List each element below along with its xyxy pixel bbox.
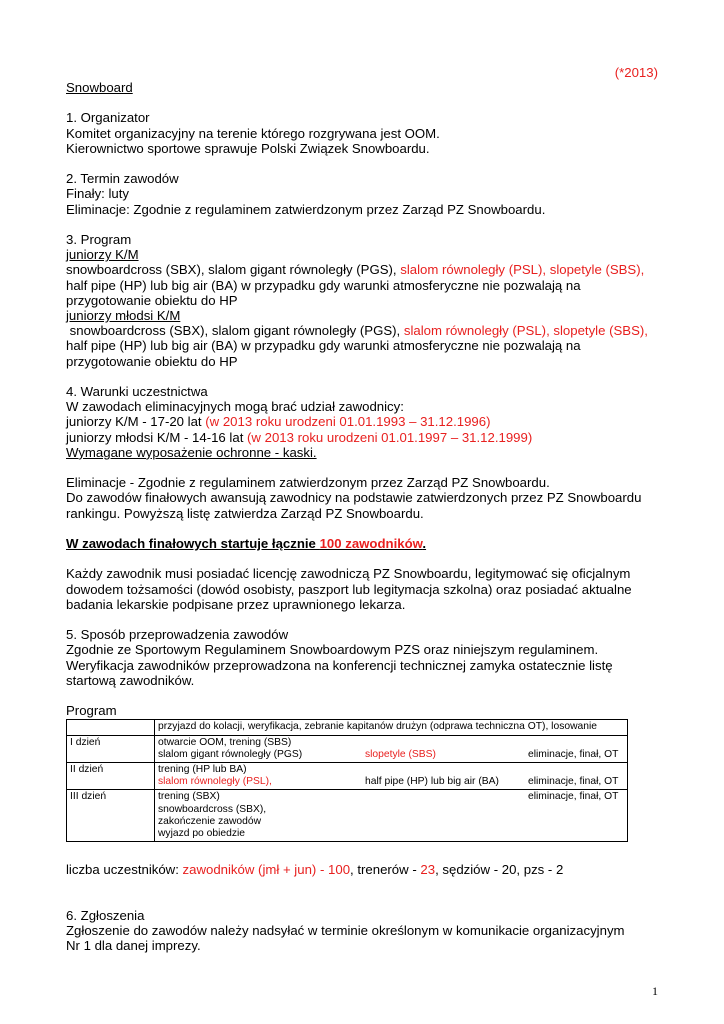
activity-red-text: slopetyle (SBS) (365, 748, 436, 760)
section-5-line: Weryfikacja zawodników przeprowadzona na konferencji technicznej zamyka ostatecznie listę (66, 657, 613, 673)
events-line: przygotowanie obiektu do HP (66, 353, 238, 369)
activity-line: zakończenie zawodów (158, 815, 262, 827)
events-red-text: slalom równoległy (PSL), slopetyle (SBS), (400, 262, 645, 278)
section-5-heading: 5. Sposób przeprowadzenia zawodów (66, 627, 289, 643)
day-activities (155, 763, 628, 790)
section-1-heading: 1. Organizator (66, 110, 150, 126)
category-juniors: juniorzy K/M (66, 247, 139, 263)
category-juniors-events (66, 262, 666, 277)
section-6-line: Zgłoszenie do zawodów należy nadsyłać w terminie określonym w komunikacie organizacyjnym (66, 923, 625, 938)
activity-text: slalom gigant równoległy (PGS) (158, 748, 303, 760)
document-body (66, 80, 666, 953)
participants-line (66, 862, 666, 877)
activity-text: trening (SBX) (158, 791, 220, 803)
activity-line: otwarcie OOM, trening (SBS) (158, 736, 292, 748)
events-text: snowboardcross (SBX), slalom gigant równoległy (PGS), (66, 323, 404, 339)
license-line: Każdy zawodnik musi posiadać licencję zawodniczą PZ Snowboardu, legitymować się oficjalnym (66, 566, 631, 582)
day-label: III dzień (67, 790, 155, 842)
participants-red: 23 (420, 862, 436, 878)
participants-text: , trenerów - (350, 862, 421, 878)
section-2-heading: 2. Termin zawodów (66, 171, 179, 187)
day-activities (155, 790, 628, 842)
events-text: snowboardcross (SBX), slalom gigant równoległy (PGS), (66, 262, 401, 278)
category-young-juniors: juniorzy młodsi K/M (66, 308, 181, 323)
events-line: przygotowanie obiektu do HP (66, 292, 238, 308)
table-row (67, 720, 628, 735)
age-juniors (66, 414, 666, 429)
activity-spacer (365, 791, 528, 803)
day-label: II dzień (67, 763, 155, 790)
finals-count-text: W zawodach finałowych startuje łącznie (66, 536, 320, 551)
activity-line: wyjazd po obiedzie (158, 828, 246, 840)
day-cell (67, 720, 155, 735)
activity-line: trening (HP lub BA) (158, 764, 247, 775)
events-line: half pipe (HP) lub big air (BA) w przypadku gdy warunki atmosferyczne nie pozwalają na (66, 277, 581, 293)
equipment-note: Wymagane wyposażenie ochronne - kaski. (66, 444, 317, 460)
activity-result: eliminacje, finał, OT (528, 791, 619, 803)
section-4-heading: 4. Warunki uczestnictwa (66, 384, 208, 399)
year-tag: (*2013) (614, 65, 658, 80)
age-text: juniorzy młodsi K/M - 14-16 lat (66, 429, 248, 445)
section-3-heading: 3. Program (66, 231, 132, 247)
activity-line: snowboardcross (SBX), (158, 803, 267, 815)
activity-red-text: slalom równoległy (PSL), (158, 776, 272, 788)
section-6-line: Nr 1 dla danej imprezy. (66, 938, 201, 954)
finals-count-red: 100 zawodników (319, 536, 423, 551)
participants-text: liczba uczestników: (66, 862, 183, 878)
program-label: Program (66, 703, 117, 719)
finals-count-dot: . (422, 536, 427, 551)
section-2-line: Finały: luty (66, 186, 130, 202)
age-red-text: (w 2013 roku urodzeni 01.01.1997 – 31.12.1999) (247, 429, 533, 445)
category-young-juniors-events (66, 323, 666, 338)
day-label: I dzień (67, 735, 155, 762)
participants-red: zawodników (jmł + jun) - 100 (182, 862, 351, 878)
age-red-text: (w 2013 roku urodzeni 01.01.1993 – 31.12.1996) (205, 414, 491, 430)
table-row (67, 763, 628, 790)
finals-line: rankingu. Powyższą listę zatwierdza Zarząd PZ Snowboardu. (66, 505, 424, 521)
finals-count (66, 536, 666, 551)
section-1-line: Kierownictwo sportowe sprawuje Polski Związek Snowboardu. (66, 140, 430, 156)
age-text: juniorzy K/M - 17-20 lat (66, 414, 206, 430)
section-2-line: Eliminacje: Zgodnie z regulaminem zatwierdzonym przez Zarząd PZ Snowboardu. (66, 201, 546, 217)
activity-result: eliminacje, finał, OT (528, 776, 619, 788)
finals-line: Do zawodów finałowych awansują zawodnicy na podstawie zatwierdzonych przez PZ Snowboardu (66, 490, 642, 506)
eliminations-line: Eliminacje - Zgodnie z regulaminem zatwierdzonym przez Zarząd PZ Snowboardu. (66, 475, 550, 491)
section-5-line: Zgodnie ze Sportowym Regulaminem Snowboardowym PZS oraz niniejszym regulaminem. (66, 642, 599, 658)
events-line: half pipe (HP) lub big air (BA) w przypadku gdy warunki atmosferyczne nie pozwalają na (66, 338, 581, 354)
section-5-line: startową zawodników. (66, 672, 195, 688)
license-line: dowodem tożsamości (dowód osobisty, paszport lub legitymacja szkolna) oraz posiadać aktualne (66, 581, 632, 597)
page-number: 1 (652, 984, 658, 998)
participants-text: , sędziów - 20, pzs - 2 (435, 862, 564, 878)
activity-text: half pipe (HP) lub big air (BA) (365, 776, 499, 788)
program-table (66, 719, 628, 842)
license-line: badania lekarskie podpisane przez uprawnionego lekarza. (66, 596, 406, 612)
day-activities (155, 735, 628, 762)
events-red-text: slalom równoległy (PSL), slopetyle (SBS), (403, 323, 648, 339)
section-1-line: Komitet organizacyjny na terenie którego rozgrywana jest OOM. (66, 125, 440, 141)
table-row (67, 790, 628, 842)
section-4-line: W zawodach eliminacyjnych mogą brać udział zawodnicy: (66, 399, 404, 415)
activity-result: eliminacje, finał, OT (528, 748, 619, 760)
table-row (67, 735, 628, 762)
arrival-cell: przyjazd do kolacji, weryfikacja, zebranie kapitanów drużyn (odprawa techniczna OT), losowanie (155, 720, 628, 735)
document-title: Snowboard (66, 80, 133, 95)
age-young-juniors (66, 430, 666, 445)
section-6-heading: 6. Zgłoszenia (66, 907, 145, 923)
